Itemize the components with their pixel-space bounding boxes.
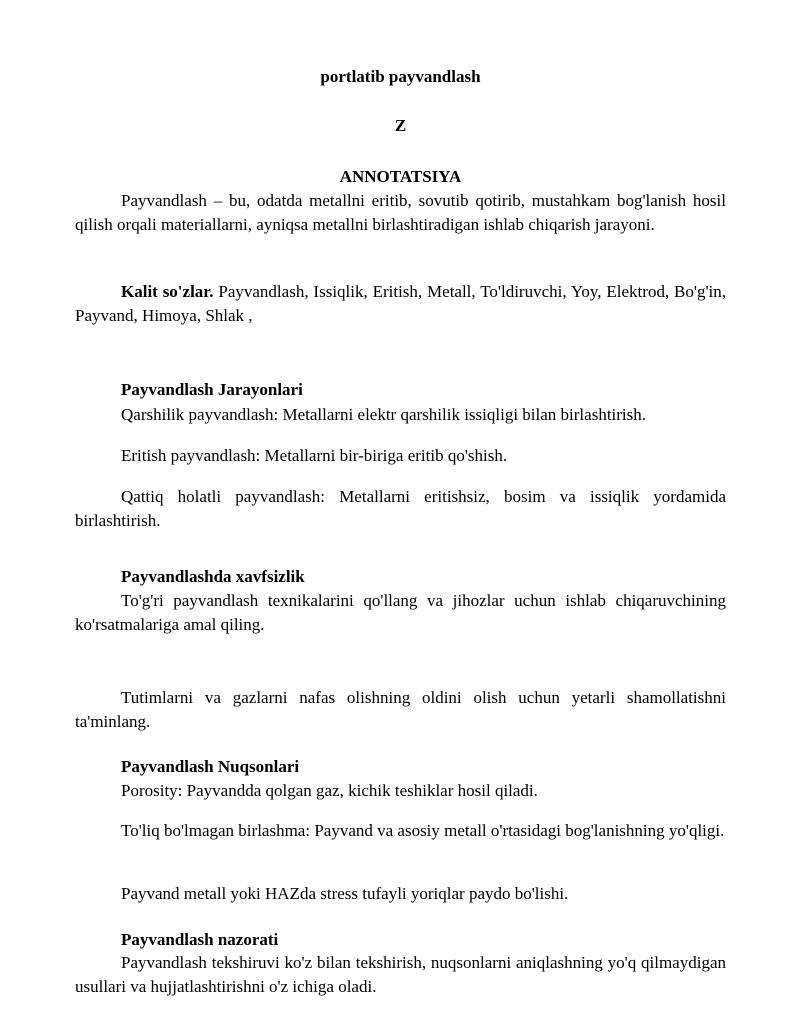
keywords-list: Payvandlash, Issiqlik, Eritish, Metall, To'ldiruvchi, Yoy, Elektrod, Bo'g'in, Payvand, Himoya, Shlak ,	[75, 282, 726, 325]
keywords-paragraph	[75, 280, 726, 328]
document-page	[75, 0, 726, 1035]
section-paragraph: To'g'ri payvandlash texnikalarini qo'llang va jihozlar uchun ishlab chiqaruvchining ko'rsatmalariga amal qiling.	[75, 591, 726, 634]
annotation-paragraph: Payvandlash – bu, odatda metallni eritib, sovutib qotirib, mustahkam bog'lanish hosil qilish orqali materiallarni, ayniqsa metallni birlashtiradigan ishlab chiqarish jarayoni.	[75, 191, 726, 234]
section-paragraph: Porosity: Payvandda qolgan gaz, kichik teshiklar hosil qiladi.	[121, 781, 538, 800]
document-title: portlatib payvandlash	[320, 67, 481, 86]
document-subtitle: Z	[394, 116, 407, 135]
section-heading-safety: Payvandlashda xavfsizlik	[121, 567, 305, 586]
section-heading-control: Payvandlash nazorati	[121, 930, 279, 949]
section-paragraph: Tutimlarni va gazlarni nafas olishning oldini olish uchun yetarli shamollatishni ta'minlang.	[75, 688, 726, 731]
section-paragraph: Eritish payvandlash: Metallarni bir-biriga eritib qo'shish.	[121, 446, 508, 465]
section-paragraph: Qattiq holatli payvandlash: Metallarni eritishsiz, bosim va issiqlik yordamida birlashtirish.	[75, 487, 726, 530]
section-paragraph: Payvandlash tekshiruvi ko'z bilan tekshirish, nuqsonlarni aniqlashning yo'q qilmaydigan usullari va hujjatlashtirishni o'z ichiga oladi.	[75, 953, 726, 996]
section-paragraph: Payvand metall yoki HAZda stress tufayli yoriqlar paydo bo'lishi.	[121, 884, 569, 903]
annotation-heading: ANNOTATSIYA	[339, 167, 462, 186]
section-heading-processes: Payvandlash Jarayonlari	[121, 380, 303, 399]
section-paragraph: To'liq bo'lmagan birlashma: Payvand va asosiy metall o'rtasidagi bog'lanishning yo'qligi.	[121, 821, 725, 840]
section-paragraph: Qarshilik payvandlash: Metallarni elektr qarshilik issiqligi bilan birlashtirish.	[121, 405, 647, 424]
section-heading-defects: Payvandlash Nuqsonlari	[121, 757, 300, 776]
keywords-label: Kalit so'zlar.	[121, 282, 214, 301]
